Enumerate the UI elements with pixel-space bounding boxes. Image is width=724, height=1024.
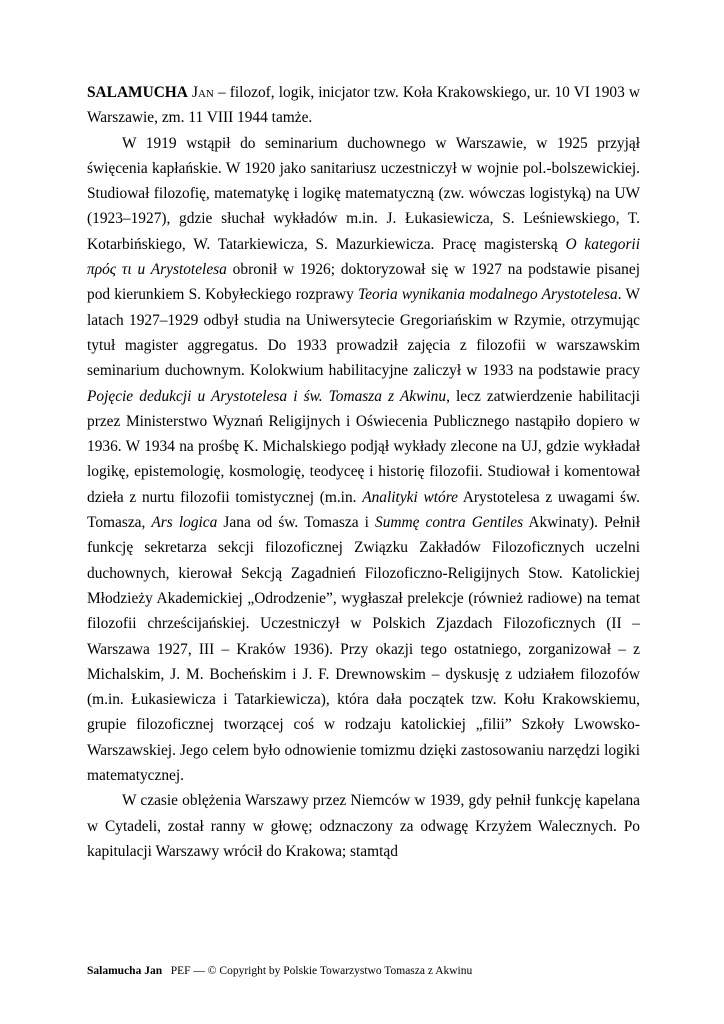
italic-title: Teoria wynikania modalnego Arystotelesa	[358, 286, 618, 304]
text-segment: Akwinaty). Pełnił funkcję sekretarza sekcji filozoficznej Związku Zakładów Filozoficznych uczelni duchownych, kierował Sekcją Zagadnień Filozoficzno-Religijnych Stow. Katolickiej Młodzieży Akademickiej „Odrodzenie”, wygłaszał prelekcje (również radiowe) na temat filozofii chrześcijańskiej. Uczestniczył w Polskich Zjazdach Filozoficznych (II – Warszawa 1927, III – Kraków 1936). Przy okazji tego ostatniego, zorganizował – z Michalskim, J. M. Bocheńskim i J. F. Drewnowskim – dyskusję z udziałem filozofów (m.in. Łukasiewicza i Tatarkiewicza), która dała początek tzw. Kołu Krakowskiemu, grupie filozoficznej tworzącej coś w rodzaju katolickiej „filii” Szkoły Lwowsko-Warszawskiej. Jego celem było odnowienie tomizmu dzięki zastosowaniu narzędzi logiki matematycznej.	[87, 514, 640, 785]
italic-title: Pojęcie dedukcji u Arystotelesa i św. Tomasza z Akwinu	[87, 387, 447, 405]
italic-title: Ars logica	[151, 514, 218, 532]
footer-name: Salamucha Jan	[87, 965, 163, 977]
text-segment: Arystotelesa z uwagami św. Tomasza,	[87, 488, 640, 532]
italic-title: O kategorii πρός τι u Arystotelesa	[87, 235, 640, 279]
text-segment: , lecz zatwierdzenie habilitacji przez Ministerstwo Wyznań Religijnych i Oświecenia Publicznego nastąpiło dopiero w 1936. W 1934 na prośbę K. Michalskiego podjął wykłady zlecone na UJ, gdzie wykładał logikę, epistemologię, kosmologię, teodyceę i historię filozofii. Studiował i komentował dzieła z nurtu filozofii tomistycznej (m.in.	[87, 387, 640, 506]
italic-title: Summę contra Gentiles	[375, 514, 524, 532]
entry-summary: – filozof, logik, inicjator tzw. Koła Krakowskiego, ur. 10 VI 1903 w Warszawie, zm. 11 VIII 1944 tamże.	[87, 84, 640, 127]
page-footer	[87, 965, 472, 977]
body-paragraph	[87, 788, 640, 864]
text-segment: Jana od św. Tomasza i	[217, 514, 375, 532]
text-segment: . W latach 1927–1929 odbył studia na Uniwersytecie Gregoriańskim w Rzymie, otrzymując tytuł magister aggregatus. Do 1933 prowadził zajęcia z filozofii w warszawskim seminarium duchownym. Kolokwium habilitacyjne zaliczył w 1933 na podstawie pracy	[87, 286, 640, 380]
body-paragraph	[87, 131, 640, 789]
article-body	[87, 80, 640, 864]
entry-header-paragraph	[87, 80, 640, 131]
text-segment: W czasie oblężenia Warszawy przez Niemców w 1939, gdy pełnił funkcję kapelana w Cytadeli, został ranny w głowę; odznaczony za odwagę Krzyżem Walecznych. Po kapitulacji Warszawy wrócił do Krakowa; stamtąd	[87, 792, 640, 860]
text-segment: W 1919 wstąpił do seminarium duchownego w Warszawie, w 1925 przyjął święcenia kapłańskie. W 1920 jako sanitariusz uczestniczył w wojnie pol.-bolszewickiej. Studiował filozofię, matematykę i logikę matematyczną (zw. wówczas logistyką) na UW (1923–1927), gdzie słuchał wykładów m.in. J. Łukasiewicza, S. Leśniewskiego, T. Kotarbińskiego, W. Tatarkiewicza, S. Mazurkiewicza. Pracę magisterską	[87, 134, 640, 253]
italic-title: Analityki wtóre	[362, 488, 458, 506]
entry-firstname: Jan	[192, 84, 214, 101]
footer-copyright: PEF — © Copyright by Polskie Towarzystwo Tomasza z Akwinu	[170, 965, 473, 977]
entry-headword: SALAMUCHA	[87, 84, 188, 101]
text-segment: obronił w 1926; doktoryzował się w 1927 na podstawie pisanej pod kierunkiem S. Kobyłeckiego rozprawy	[87, 261, 640, 304]
